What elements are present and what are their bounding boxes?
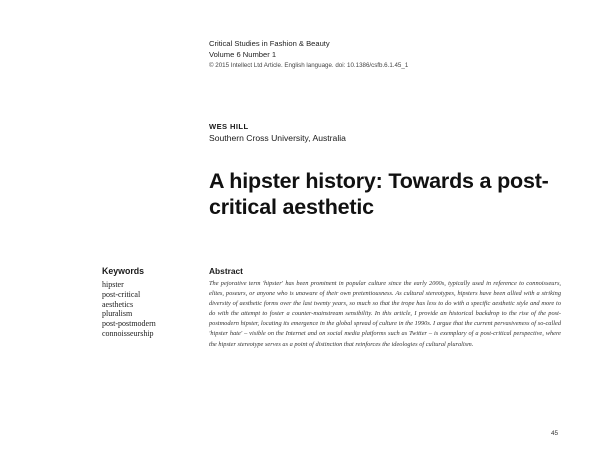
author-affiliation: Southern Cross University, Australia (209, 133, 346, 143)
keywords-list (102, 280, 156, 339)
journal-name: Critical Studies in Fashion & Beauty (209, 39, 330, 48)
keyword-item: pluralism (102, 309, 133, 319)
page-number: 45 (551, 430, 559, 437)
keyword-item: post-postmodern (102, 319, 156, 329)
journal-volume: Volume 6 Number 1 (209, 50, 277, 59)
keyword-item: hipster (102, 280, 124, 289)
keyword-item: aesthetics (102, 299, 134, 309)
keyword-item: post-critical (102, 289, 141, 299)
keywords-section (102, 266, 156, 339)
abstract-section (209, 266, 561, 350)
keywords-heading: Keywords (102, 266, 145, 276)
keyword-item: connoisseurship (102, 328, 154, 338)
abstract-text: The pejorative term 'hipster' has been prominent in popular culture since the early 2000s, typically used in reference to connoisseurs, elites, poseurs, or anyone who is unaware of their own pretentiousness. As cultural stereotypes, hipsters have been allied with a striking diversity of aesthetic forms over the last twenty years, so much so that the trope has less to do with a specific aesthetic style and more to do with the attempt to foster a counter-mainstream sensibility. In this article, I provide an historical backdrop to the rise of the post-postmodern hipster, locating its emergence in the global spread of culture in the 1990s. I argue that the current pervasiveness of so-called 'hipster hate' – visible on the Internet and on social media platforms such as Twitter – is exemplary of a post-critical perspective, where the hipster stereotype serves as a point of distinction that reinforces the ideologies of cultural pluralism. (209, 280, 561, 348)
journal-header (209, 38, 408, 71)
author-name: WES HILL (209, 122, 249, 131)
author-block (209, 122, 346, 144)
journal-doi-line: © 2015 Intellect Ltd Article. English language. doi: 10.1386/csfb.6.1.45_1 (209, 62, 409, 69)
article-title: A hipster history: Towards a post-critical aesthetic (209, 169, 549, 219)
abstract-heading: Abstract (209, 266, 243, 276)
